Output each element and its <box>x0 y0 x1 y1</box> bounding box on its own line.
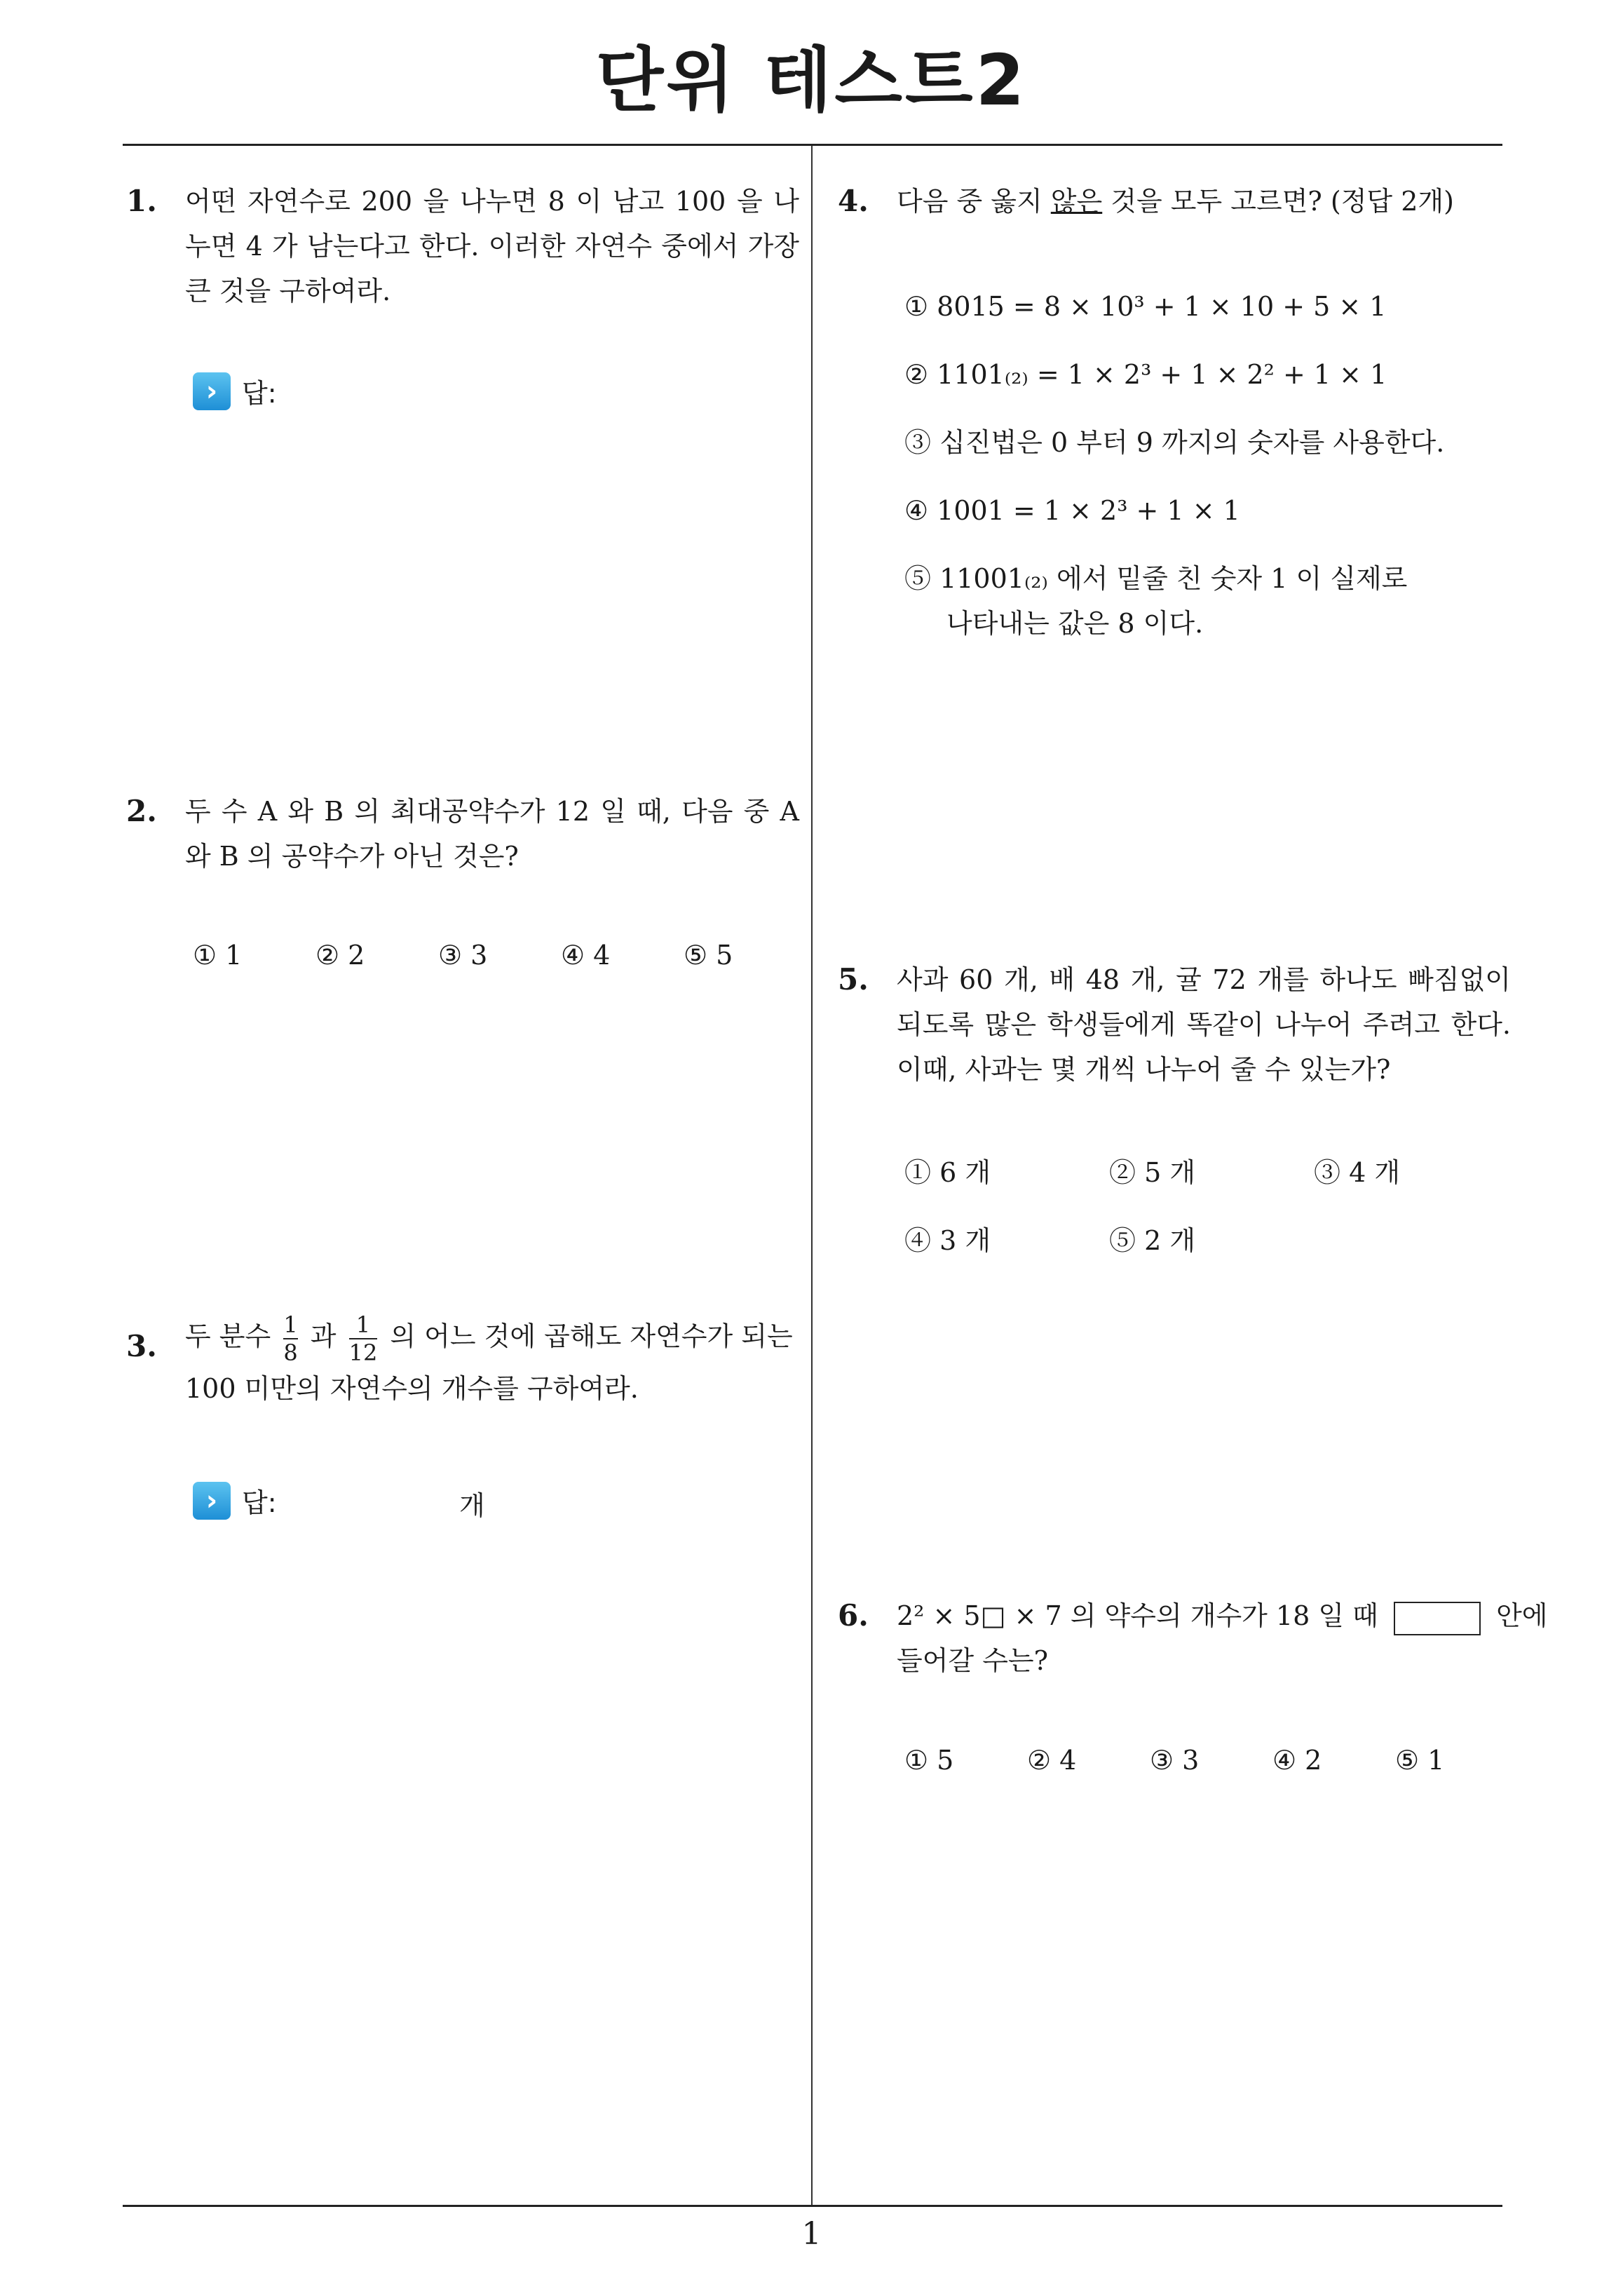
page-number: 1 <box>801 2216 822 2252</box>
fraction-1-8: $\frac{1}{8}$ <box>283 1311 298 1366</box>
choice-4[interactable]: ④ 1001 = 1 × 2³ + 1 × 1 <box>904 495 1240 526</box>
choice-1[interactable]: ① 8015 = 8 × 10³ + 1 × 10 + 5 × 1 <box>904 291 1387 322</box>
page-title: 단위 테스트2 <box>595 39 1028 121</box>
question-number: 4. <box>838 184 869 218</box>
choice-3[interactable]: ③ 3 <box>438 940 488 971</box>
answer-field-3[interactable] <box>193 1481 485 1521</box>
choice-1[interactable]: ① 6 개 <box>904 1157 991 1188</box>
choice-3[interactable]: ③ 3 <box>1150 1745 1200 1776</box>
choice-1[interactable]: ① 5 <box>904 1745 954 1776</box>
chevron-right-icon: › <box>193 1482 231 1520</box>
question-number: 3. <box>126 1329 157 1363</box>
choice-2[interactable]: ② 1101₍₂₎ = 1 × 2³ + 1 × 2² + 1 × 1 <box>904 359 1387 390</box>
choice-4[interactable]: ④ 2 <box>1272 1745 1322 1776</box>
question-2 <box>126 789 799 887</box>
underlined-word: 않은 <box>1050 186 1103 217</box>
question-text: 2² × 5□ × 7 의 약수의 개수가 18 일 때 안에 들어갈 수는? <box>897 1600 1548 1676</box>
question-1 <box>126 179 799 319</box>
question-number: 1. <box>126 184 157 218</box>
blank-box <box>1394 1602 1481 1635</box>
question-3 <box>126 1311 799 1424</box>
choice-1[interactable]: ① 1 <box>193 940 243 971</box>
choice-4[interactable]: ④ 4 <box>561 940 611 971</box>
question-text: 두 수 A 와 B 의 최대공약수가 12 일 때, 다음 중 A 와 B 의 공약수가 아닌 것은? <box>185 796 799 872</box>
answer-unit: 개 <box>459 1490 485 1521</box>
choice-2[interactable]: ② 5 개 <box>1109 1157 1196 1188</box>
answer-field-1[interactable] <box>193 372 277 410</box>
choice-5[interactable]: ⑤ 5 <box>684 940 733 971</box>
choice-5[interactable]: ⑤ 2 개 <box>1109 1225 1196 1256</box>
question-number: 5. <box>838 962 869 997</box>
question-text: 다음 중 옳지 않은 것을 모두 고르면? (정답 2개) <box>897 186 1454 217</box>
choice-3[interactable]: ③ 4 개 <box>1314 1157 1401 1188</box>
question-text: 어떤 자연수로 200 을 나누면 8 이 남고 100 을 나누면 4 가 남는다고 한다. 이러한 자연수 중에서 가장 큰 것을 구하여라. <box>185 186 799 306</box>
top-divider <box>123 144 1502 146</box>
choice-2[interactable]: ② 2 <box>315 940 365 971</box>
question-text: 두 분수 $\frac{1}{8}$ 과 $\frac{1}{12}$ 의 어느 것에 곱해도 자연수가 되는 100 미만의 자연수의 개수를 구하여라. <box>185 1311 793 1404</box>
chevron-right-icon: › <box>193 372 231 410</box>
choice-4[interactable]: ④ 3 개 <box>904 1225 991 1256</box>
answer-label: 답: <box>242 378 277 409</box>
question-4 <box>838 179 1511 228</box>
choice-5[interactable]: ⑤ 11001₍₂₎ 에서 밑줄 친 숫자 1 이 실제로 <box>904 563 1408 594</box>
choice-5-line2: 나타내는 값은 8 이다. <box>946 608 1204 639</box>
question-number: 6. <box>838 1598 869 1633</box>
column-divider <box>811 146 813 2205</box>
answer-label: 답: <box>242 1487 277 1518</box>
choice-3[interactable]: ③ 십진법은 0 부터 9 까지의 숫자를 사용한다. <box>904 427 1445 458</box>
question-5 <box>838 957 1511 1098</box>
bottom-divider <box>123 2205 1502 2207</box>
question-6 <box>838 1593 1548 1691</box>
choice-2[interactable]: ② 4 <box>1027 1745 1077 1776</box>
question-number: 2. <box>126 794 157 828</box>
question-text: 사과 60 개, 배 48 개, 귤 72 개를 하나도 빠짐없이 되도록 많은 학생들에게 똑같이 나누어 주려고 한다. 이때, 사과는 몇 개씩 나누어 줄 수 있는가? <box>897 964 1511 1085</box>
choice-5[interactable]: ⑤ 1 <box>1395 1745 1445 1776</box>
fraction-1-12: $\frac{1}{12}$ <box>348 1311 378 1366</box>
